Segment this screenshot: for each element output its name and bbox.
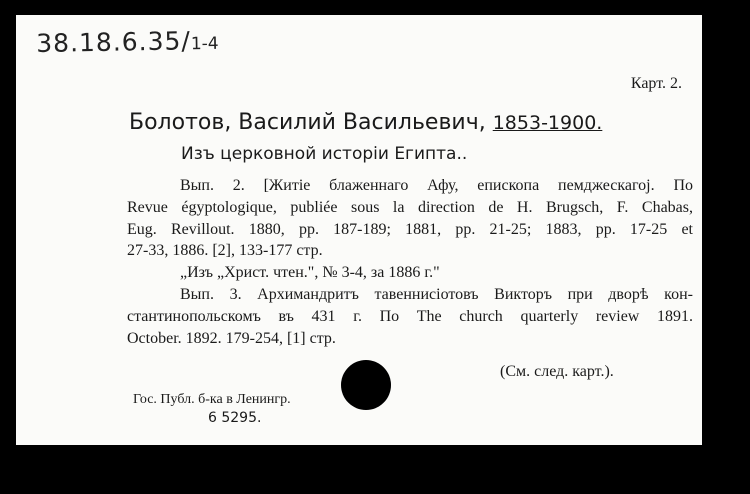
body-line: Eug. Revillout. 1880, pp. 187-189; 1881, pp. 21-25; 1883, pp. 17-25 et xyxy=(127,220,693,238)
library-stamp: Гос. Публ. б-ка в Ленингр. xyxy=(133,392,291,407)
card-number: Карт. 2. xyxy=(630,75,682,92)
work-title: Изъ церковной исторіи Египта.. xyxy=(181,144,468,164)
body-line: стантинопольскомъ въ 431 г. По The church quarterly review 1891. xyxy=(127,307,693,325)
body-line: Revue égyptologique, publiée sous la direction de H. Brugsch, F. Chabas, xyxy=(127,198,693,216)
body-line: „Изъ „Христ. чтен.", № 3-4, за 1886 г." xyxy=(180,264,440,282)
catalog-card xyxy=(16,15,702,445)
author-years: 1853-1900. xyxy=(492,112,603,134)
see-next-card-note: (См. след. карт.). xyxy=(500,363,614,380)
inventory-number: 6 5295. xyxy=(208,410,262,426)
author-heading xyxy=(129,110,602,135)
shelfmark-sub: 1-4 xyxy=(190,33,219,55)
punch-hole xyxy=(341,360,391,410)
author-name: Болотов, Василий Васильевич, xyxy=(129,110,486,135)
body-line: Вып. 3. Архимандритъ тавеннисіотовъ Викторъ при дворѣ кон- xyxy=(180,285,693,303)
shelfmark xyxy=(36,26,219,58)
body-line: Вып. 2. [Житіе блаженнаго Афу, епископа пемджескагоj. По xyxy=(180,177,693,194)
card-body xyxy=(127,175,693,349)
body-line: October. 1892. 179-254, [1] стр. xyxy=(127,329,336,347)
body-line: 27-33, 1886. [2], 133-177 стр. xyxy=(127,242,323,260)
shelfmark-main: 38.18.6.35/ xyxy=(36,26,192,58)
